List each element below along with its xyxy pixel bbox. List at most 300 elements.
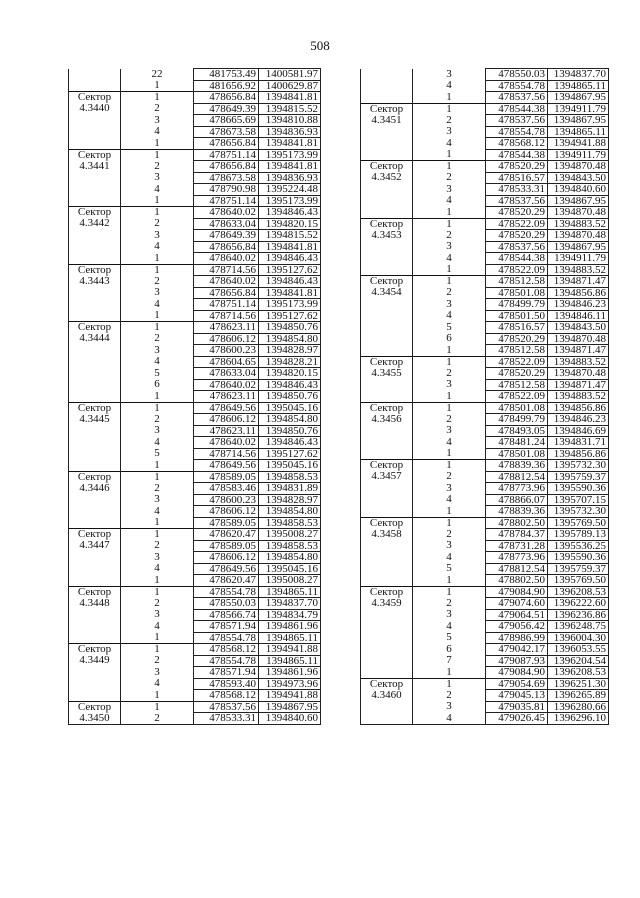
sector-label: [69, 391, 121, 403]
sector-label: [361, 299, 413, 311]
coord-y: 1394840.60: [259, 713, 321, 725]
coord-x: 478600.23: [194, 494, 259, 506]
sector-label: [69, 299, 121, 311]
coord-x: 479084.90: [486, 586, 548, 598]
point-number: 2: [413, 690, 486, 702]
coord-x: 478554.78: [486, 80, 548, 92]
point-number: 4: [413, 437, 486, 449]
coord-y: 1394870.48: [548, 368, 609, 380]
sector-label: [69, 506, 121, 518]
table-row: [361, 460, 609, 472]
point-number: 2: [121, 414, 194, 426]
coord-y: 1394871.47: [548, 276, 609, 288]
coord-y: 1394858.53: [259, 517, 321, 529]
table-row: [361, 276, 609, 288]
coord-x: 478501.08: [486, 287, 548, 299]
coord-y: 1400629.87: [259, 80, 321, 92]
point-number: 3: [413, 126, 486, 138]
coord-x: 479054.69: [486, 678, 548, 690]
point-number: 5: [413, 322, 486, 334]
sector-label: [69, 379, 121, 391]
table-row: [361, 483, 609, 495]
point-number: 5: [413, 563, 486, 575]
table-row: [69, 529, 321, 541]
sector-label: 4.3454: [361, 287, 413, 299]
point-number: 4: [121, 506, 194, 518]
coord-x: 478533.31: [486, 184, 548, 196]
coord-y: 1394865.11: [548, 126, 609, 138]
table-row: [69, 575, 321, 587]
coord-x: 478773.96: [486, 552, 548, 564]
coord-y: 1394850.76: [259, 425, 321, 437]
sector-label: [361, 609, 413, 621]
sector-label: [69, 494, 121, 506]
point-number: 2: [413, 287, 486, 299]
sector-label: Сектор: [69, 471, 121, 483]
sector-label: [69, 609, 121, 621]
table-row: [69, 655, 321, 667]
coord-y: 1396248.75: [548, 621, 609, 633]
point-number: 1: [121, 310, 194, 322]
table-row: [69, 460, 321, 472]
sector-label: [69, 253, 121, 265]
table-row: [361, 471, 609, 483]
table-row: [361, 517, 609, 529]
coord-x: 478623.11: [194, 391, 259, 403]
point-number: 4: [121, 299, 194, 311]
table-row: [69, 414, 321, 426]
coord-y: 1396208.53: [548, 586, 609, 598]
sector-label: [361, 494, 413, 506]
coord-x: 478665.69: [194, 115, 259, 127]
point-number: 1: [413, 149, 486, 161]
coord-x: 478731.28: [486, 540, 548, 552]
coord-x: 478986.99: [486, 632, 548, 644]
sector-label: Сектор: [361, 460, 413, 472]
coord-x: 478633.04: [194, 218, 259, 230]
point-number: 4: [121, 356, 194, 368]
coord-y: 1394858.53: [259, 540, 321, 552]
coord-x: 478656.84: [194, 161, 259, 173]
sector-label: [69, 195, 121, 207]
table-row: [69, 701, 321, 713]
point-number: 2: [121, 333, 194, 345]
point-number: 2: [121, 540, 194, 552]
point-number: 1: [121, 632, 194, 644]
point-number: 1: [121, 92, 194, 104]
table-row: [69, 230, 321, 242]
point-number: 1: [121, 322, 194, 334]
coord-x: 478550.03: [486, 69, 548, 81]
coord-x: 478633.04: [194, 368, 259, 380]
coord-y: 1394841.81: [259, 241, 321, 253]
sector-label: [361, 322, 413, 334]
table-row: [69, 149, 321, 161]
point-number: 4: [413, 552, 486, 564]
coord-x: 478589.05: [194, 471, 259, 483]
table-row: [361, 448, 609, 460]
coord-x: 478544.38: [486, 253, 548, 265]
sector-label: 4.3451: [361, 115, 413, 127]
sector-label: 4.3444: [69, 333, 121, 345]
coord-x: 478606.12: [194, 414, 259, 426]
point-number: 2: [121, 483, 194, 495]
coord-x: 478600.23: [194, 345, 259, 357]
table-row: [69, 425, 321, 437]
coord-x: 478544.38: [486, 149, 548, 161]
point-number: 2: [121, 713, 194, 725]
coord-x: 478537.56: [194, 701, 259, 713]
coord-x: 478516.57: [486, 172, 548, 184]
point-number: 3: [121, 667, 194, 679]
point-number: 3: [413, 540, 486, 552]
table-row: [361, 230, 609, 242]
table-row: [69, 563, 321, 575]
table-row: [69, 195, 321, 207]
coord-x: 478620.47: [194, 529, 259, 541]
point-number: 2: [413, 414, 486, 426]
point-number: 3: [413, 299, 486, 311]
table-row: [361, 644, 609, 656]
coord-x: 478522.09: [486, 391, 548, 403]
coord-y: 1396251.30: [548, 678, 609, 690]
point-number: 4: [413, 253, 486, 265]
coord-y: 1396004.30: [548, 632, 609, 644]
coord-x: 478839.36: [486, 460, 548, 472]
sector-label: [361, 552, 413, 564]
coord-y: 1394846.43: [259, 253, 321, 265]
coord-x: 478566.74: [194, 609, 259, 621]
sector-label: 4.3455: [361, 368, 413, 380]
coord-x: 478640.02: [194, 379, 259, 391]
sector-label: [69, 287, 121, 299]
table-row: [361, 391, 609, 403]
point-number: 4: [413, 80, 486, 92]
sector-label: Сектор: [361, 517, 413, 529]
coord-y: 1394841.81: [259, 92, 321, 104]
point-number: 3: [413, 425, 486, 437]
coord-x: 478537.56: [486, 241, 548, 253]
sector-label: [361, 149, 413, 161]
coord-x: 478522.09: [486, 218, 548, 230]
coordinates-table-right: [360, 68, 609, 725]
sector-label: Сектор: [69, 92, 121, 104]
sector-label: [361, 506, 413, 518]
point-number: 6: [121, 379, 194, 391]
point-number: 2: [121, 161, 194, 173]
table-row: [69, 517, 321, 529]
coord-y: 1394870.48: [548, 207, 609, 219]
sector-label: 4.3453: [361, 230, 413, 242]
point-number: 1: [413, 161, 486, 173]
table-row: [69, 356, 321, 368]
sector-label: [69, 356, 121, 368]
sector-label: Сектор: [361, 103, 413, 115]
table-row: [361, 115, 609, 127]
coord-y: 1394846.43: [259, 437, 321, 449]
table-row: [69, 402, 321, 414]
point-number: 2: [413, 172, 486, 184]
table-row: [361, 494, 609, 506]
table-row: [361, 437, 609, 449]
coord-x: 478623.11: [194, 425, 259, 437]
coord-y: 1396053.55: [548, 644, 609, 656]
coord-x: 478537.56: [486, 195, 548, 207]
point-number: 1: [413, 207, 486, 219]
coord-x: 478866.07: [486, 494, 548, 506]
coordinates-table-left: [68, 68, 321, 725]
coord-y: 1394846.23: [548, 414, 609, 426]
table-row: [69, 138, 321, 150]
point-number: 1: [413, 276, 486, 288]
sector-label: Сектор: [69, 701, 121, 713]
coord-x: 478554.78: [194, 632, 259, 644]
table-row: [69, 161, 321, 173]
sector-label: [69, 115, 121, 127]
coord-y: 1394828.97: [259, 494, 321, 506]
sector-label: [69, 345, 121, 357]
table-row: [69, 713, 321, 725]
coord-x: 478773.96: [486, 483, 548, 495]
point-number: 3: [121, 230, 194, 242]
sector-label: [69, 80, 121, 92]
point-number: 1: [121, 391, 194, 403]
sector-label: 4.3442: [69, 218, 121, 230]
sector-label: [69, 632, 121, 644]
table-row: [361, 586, 609, 598]
coord-y: 1394856.86: [548, 287, 609, 299]
table-row: [69, 586, 321, 598]
table-row: [69, 276, 321, 288]
coord-y: 1394911.79: [548, 149, 609, 161]
coord-x: 481753.49: [194, 69, 259, 81]
sector-label: [361, 701, 413, 713]
coord-x: 478568.12: [194, 644, 259, 656]
coord-x: 478522.09: [486, 356, 548, 368]
point-number: 3: [121, 552, 194, 564]
sector-label: [361, 632, 413, 644]
coord-y: 1394865.11: [259, 632, 321, 644]
sector-label: [361, 80, 413, 92]
table-row: [69, 690, 321, 702]
sector-label: [361, 437, 413, 449]
point-number: 6: [413, 644, 486, 656]
table-row: [361, 69, 609, 81]
sector-label: [69, 563, 121, 575]
coord-y: 1394870.48: [548, 230, 609, 242]
table-row: [361, 552, 609, 564]
sector-label: [361, 575, 413, 587]
sector-label: [69, 310, 121, 322]
sector-label: [361, 241, 413, 253]
coord-y: 1394867.95: [548, 195, 609, 207]
coord-y: 1394941.88: [259, 644, 321, 656]
point-number: 3: [413, 609, 486, 621]
coord-y: 1395045.16: [259, 402, 321, 414]
sector-label: Сектор: [69, 586, 121, 598]
coord-x: 479087.93: [486, 655, 548, 667]
coord-x: 478714.56: [194, 264, 259, 276]
sector-label: [69, 126, 121, 138]
coord-x: 479045.13: [486, 690, 548, 702]
point-number: 3: [413, 184, 486, 196]
sector-label: Сектор: [361, 678, 413, 690]
point-number: 1: [413, 92, 486, 104]
coord-y: 1394815.52: [259, 230, 321, 242]
table-row: [69, 241, 321, 253]
table-row: [361, 678, 609, 690]
coord-x: 478649.39: [194, 103, 259, 115]
table-row: [69, 299, 321, 311]
point-number: 1: [413, 667, 486, 679]
coord-x: 479026.45: [486, 713, 548, 725]
sector-label: [361, 391, 413, 403]
coord-y: 1394846.23: [548, 299, 609, 311]
point-number: 1: [413, 264, 486, 276]
coord-y: 1394856.86: [548, 402, 609, 414]
coord-x: 478640.02: [194, 207, 259, 219]
table-row: [361, 195, 609, 207]
sector-label: 4.3446: [69, 483, 121, 495]
point-number: 1: [413, 575, 486, 587]
coord-x: 478554.78: [194, 586, 259, 598]
table-row: [69, 80, 321, 92]
point-number: 1: [413, 356, 486, 368]
sector-label: [361, 345, 413, 357]
table-row: [361, 655, 609, 667]
point-number: 4: [121, 437, 194, 449]
coord-y: 1395759.37: [548, 471, 609, 483]
coord-x: 478554.78: [486, 126, 548, 138]
coord-x: 478583.46: [194, 483, 259, 495]
coord-x: 478589.05: [194, 540, 259, 552]
coord-y: 1395590.36: [548, 552, 609, 564]
coord-y: 1394870.48: [548, 161, 609, 173]
table-row: [69, 310, 321, 322]
table-row: [69, 92, 321, 104]
coord-y: 1394911.79: [548, 103, 609, 115]
sector-label: [361, 563, 413, 575]
sector-label: [361, 253, 413, 265]
point-number: 1: [121, 529, 194, 541]
coord-x: 478537.56: [486, 92, 548, 104]
coord-y: 1394883.52: [548, 391, 609, 403]
coord-x: 478656.84: [194, 287, 259, 299]
point-number: 1: [121, 471, 194, 483]
coord-x: 478606.12: [194, 333, 259, 345]
coord-y: 1394861.96: [259, 667, 321, 679]
table-row: [69, 667, 321, 679]
point-number: 3: [413, 241, 486, 253]
point-number: 2: [121, 103, 194, 115]
table-row: [361, 299, 609, 311]
table-row: [69, 540, 321, 552]
coord-y: 1396296.10: [548, 713, 609, 725]
coord-y: 1394837.70: [548, 69, 609, 81]
table-row: [361, 253, 609, 265]
coord-y: 1395769.50: [548, 575, 609, 587]
table-row: [69, 218, 321, 230]
coord-x: 478673.58: [194, 126, 259, 138]
coord-x: 478544.38: [486, 103, 548, 115]
coord-x: 479074.60: [486, 598, 548, 610]
coord-y: 1394834.79: [259, 609, 321, 621]
sector-label: [361, 540, 413, 552]
table-row: [69, 448, 321, 460]
coord-x: 478589.05: [194, 517, 259, 529]
point-number: 1: [121, 253, 194, 265]
coord-y: 1394846.11: [548, 310, 609, 322]
coord-y: 1394841.81: [259, 287, 321, 299]
table-row: [361, 368, 609, 380]
point-number: 3: [121, 494, 194, 506]
coord-x: 478516.57: [486, 322, 548, 334]
coord-x: 478571.94: [194, 621, 259, 633]
table-row: [69, 621, 321, 633]
coord-y: 1394867.95: [548, 115, 609, 127]
coord-x: 478550.03: [194, 598, 259, 610]
sector-label: [69, 552, 121, 564]
coord-x: 478649.56: [194, 402, 259, 414]
table-row: [69, 333, 321, 345]
coord-x: 478656.84: [194, 241, 259, 253]
coord-y: 1395224.48: [259, 184, 321, 196]
table-row: [361, 529, 609, 541]
coord-x: 478520.29: [486, 230, 548, 242]
coord-x: 478649.39: [194, 230, 259, 242]
point-number: 3: [121, 345, 194, 357]
table-row: [69, 494, 321, 506]
table-row: [361, 241, 609, 253]
point-number: 4: [121, 126, 194, 138]
coord-x: 478604.65: [194, 356, 259, 368]
table-row: [69, 126, 321, 138]
table-row: [361, 103, 609, 115]
point-number: 1: [121, 460, 194, 472]
coord-y: 1394854.80: [259, 506, 321, 518]
sector-label: [69, 425, 121, 437]
point-number: 4: [121, 563, 194, 575]
sector-label: [361, 655, 413, 667]
sector-label: [361, 195, 413, 207]
coord-y: 1394828.21: [259, 356, 321, 368]
point-number: 1: [121, 690, 194, 702]
point-number: 1: [121, 207, 194, 219]
table-row: [69, 184, 321, 196]
table-row: [361, 379, 609, 391]
sector-label: 4.3449: [69, 655, 121, 667]
coord-y: 1394854.80: [259, 333, 321, 345]
point-number: 2: [121, 598, 194, 610]
page-number: 508: [310, 38, 330, 53]
table-row: [69, 471, 321, 483]
table-row: [69, 322, 321, 334]
coord-x: 478501.08: [486, 402, 548, 414]
coord-y: 1395769.50: [548, 517, 609, 529]
coord-y: 1394837.70: [259, 598, 321, 610]
coord-x: 478812.54: [486, 471, 548, 483]
sector-label: [69, 241, 121, 253]
point-number: 1: [121, 586, 194, 598]
coord-x: 478501.50: [486, 310, 548, 322]
sector-label: [69, 69, 121, 81]
coord-y: 1394846.69: [548, 425, 609, 437]
point-number: 1: [121, 80, 194, 92]
table-row: [361, 598, 609, 610]
sector-label: 4.3448: [69, 598, 121, 610]
coord-y: 1396236.86: [548, 609, 609, 621]
sector-label: 4.3458: [361, 529, 413, 541]
